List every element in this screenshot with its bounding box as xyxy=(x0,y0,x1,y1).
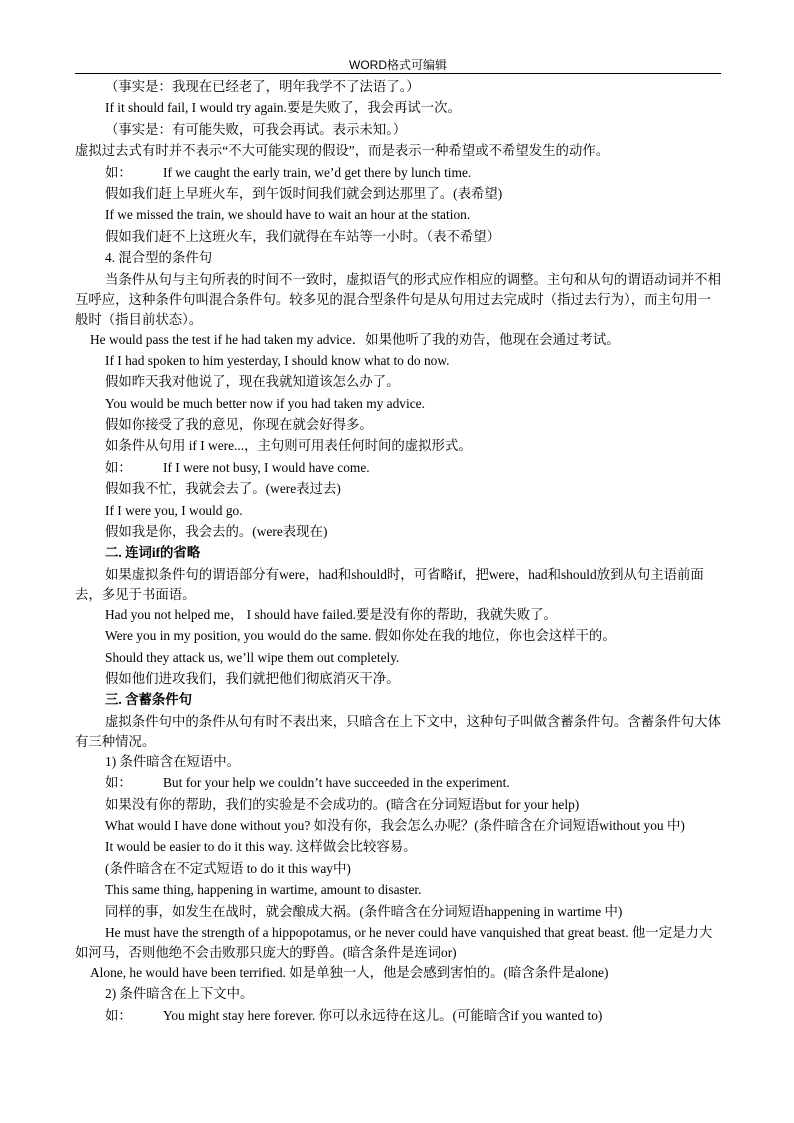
paragraph: 虚拟条件句中的条件从句有时不表出来，只暗含在上下文中，这种句子叫做含蓄条件句。含蓄条件句大体有三种情况。 xyxy=(75,713,721,749)
text-line: If I were you, I would go. xyxy=(105,502,243,518)
text-line: You would be much better now if you had taken my advice. xyxy=(105,395,425,411)
text-line: He would pass the test if he had taken my advice．如果他听了我的劝告，他现在会通过考试。 xyxy=(90,331,620,347)
example-line xyxy=(75,458,721,479)
header-rule xyxy=(75,73,721,74)
paragraph: 当条件从句与主句所表的时间不一致时，虚拟语气的形式应作相应的调整。主句和从句的谓语动词并不相互呼应，这种条件句叫混合条件句。较多见的混合型条件句是从句用过去完成时（指过去行为），而主句用一般时（指目前状态）。 xyxy=(75,271,721,327)
section-heading: 二. 连词if的省略 xyxy=(105,545,201,561)
example-label: 如： xyxy=(105,459,132,475)
text-line: What would I have done without you? 如没有你，我会怎么办呢？(条件暗含在介词短语without you 中) xyxy=(105,817,685,833)
section-heading: 三. 含蓄条件句 xyxy=(105,692,193,708)
text-line: (条件暗含在不定式短语 to do it this way中) xyxy=(105,860,351,876)
text-line: 假如昨天我对他说了，现在我就知道该怎么办了。 xyxy=(105,374,400,390)
paragraph: 如果虚拟条件句的谓语部分有were，had和should时，可省略if，把were，had和should放到从句主语前面去，多见于书面语。 xyxy=(75,566,704,602)
section-heading: 4. 混合型的条件句 xyxy=(105,250,213,266)
text-line: This same thing, happening in wartime, amount to disaster. xyxy=(105,882,422,898)
text-line: 假如我是你，我会去的。(were表现在) xyxy=(105,524,328,540)
text-line: Were you in my position, you would do the same. 假如你处在我的地位，你也会这样干的。 xyxy=(105,628,616,644)
text-line: 假如我们赶上早班火车，到午饭时间我们就会到达那里了。(表希望) xyxy=(105,185,503,201)
paragraph: He must have the strength of a hippopotamus, or he never could have vanquished that great beast. 他一定是力大如河马，否则他绝不会击败那只庞大的野兽。(暗含条件是连词or) xyxy=(75,924,713,960)
example-label: 如： xyxy=(105,775,132,791)
text-line: 假如他们进攻我们，我们就把他们彻底消灭干净。 xyxy=(105,670,400,686)
text-line: But for your help we couldn’t have succeeded in the experiment. xyxy=(163,775,510,791)
document-body xyxy=(75,77,721,1027)
text-line: 同样的事，如发生在战时，就会酿成大祸。(条件暗含在分词短语happening in wartime 中) xyxy=(105,903,623,919)
text-line: You might stay here forever. 你可以永远待在这儿。(可能暗含if you wanted to) xyxy=(163,1007,603,1023)
example-label: 如： xyxy=(105,164,132,180)
example-line xyxy=(75,163,721,184)
text-line: If I were not busy, I would have come. xyxy=(163,459,370,475)
text-line: If it should fail, I would try again.要是失败了，我会再试一次。 xyxy=(105,100,461,116)
example-line xyxy=(75,1006,721,1027)
text-line: Had you not helped me， I should have failed.要是没有你的帮助，我就失败了。 xyxy=(105,606,557,622)
text-line: （事实是：有可能失败，可我会再试。表示未知。） xyxy=(105,121,407,137)
text-line: If we caught the early train, we’d get there by lunch time. xyxy=(163,164,472,180)
text-line: Should they attack us, we’ll wipe them out completely. xyxy=(105,649,400,665)
text-line: 虚拟过去式有时并不表示“不大可能实现的假设”，而是表示一种希望或不希望发生的动作。 xyxy=(75,143,610,159)
text-line: 假如我不忙，我就会去了。(were表过去) xyxy=(105,481,341,497)
text-line: 1) 条件暗含在短语中。 xyxy=(105,753,241,769)
text-line: It would be easier to do it this way. 这样做会比较容易。 xyxy=(105,839,417,855)
text-line: Alone, he would have been terrified. 如是单独一人，他是会感到害怕的。(暗含条件是alone) xyxy=(90,964,609,980)
text-line: 如条件从句用 if I were...，主句则可用表任何时间的虚拟形式。 xyxy=(105,438,472,454)
text-line: If we missed the train, we should have to wait an hour at the station. xyxy=(105,207,471,223)
text-line: （事实是：我现在已经老了，明年我学不了法语了。） xyxy=(105,79,420,94)
text-line: 2) 条件暗含在上下文中。 xyxy=(105,986,254,1002)
text-line: 假如你接受了我的意见，你现在就会好得多。 xyxy=(105,417,373,433)
example-label: 如： xyxy=(105,1007,132,1023)
text-line: 如果没有你的帮助，我们的实验是不会成功的。(暗含在分词短语but for your help) xyxy=(105,796,580,812)
example-line xyxy=(75,773,721,794)
text-line: If I had spoken to him yesterday, I should know what to do now. xyxy=(105,352,450,368)
text-line: 假如我们赶不上这班火车，我们就得在车站等一小时。（表不希望） xyxy=(105,228,501,244)
page-header: WORD格式可编辑 xyxy=(349,58,447,72)
